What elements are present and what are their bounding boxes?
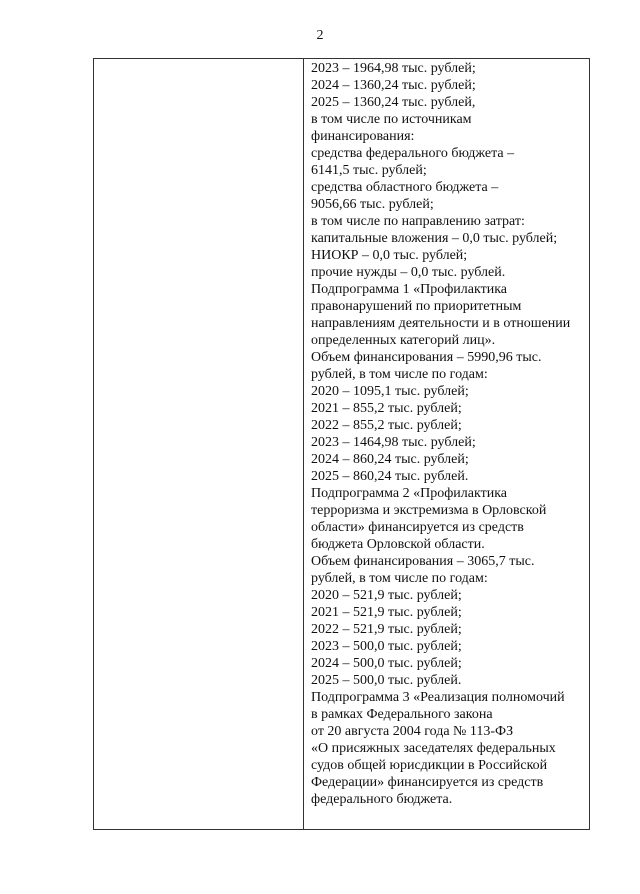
- text-line: 2024 – 1360,24 тыс. рублей;: [311, 78, 476, 93]
- text-line: бюджета Орловской области.: [311, 537, 485, 552]
- text-line: от 20 августа 2004 года № 113-ФЗ: [311, 724, 514, 739]
- text-line: 2023 – 500,0 тыс. рублей;: [311, 639, 462, 654]
- text-line: средства федерального бюджета –: [311, 146, 515, 161]
- text-line: Подпрограмма 3 «Реализация полномочий: [311, 690, 565, 705]
- text-line: 2020 – 1095,1 тыс. рублей;: [311, 384, 469, 399]
- text-line: 2023 – 1464,98 тыс. рублей;: [311, 435, 476, 450]
- text-line: правонарушений по приоритетным: [311, 299, 522, 314]
- text-line: Объем финансирования – 5990,96 тыс.: [311, 350, 542, 365]
- text-line: 2020 – 521,9 тыс. рублей;: [311, 588, 462, 603]
- text-line: в том числе по источникам: [311, 112, 472, 127]
- text-line: 2025 – 860,24 тыс. рублей.: [311, 469, 469, 484]
- text-line: в рамках Федерального закона: [311, 707, 493, 722]
- text-line: НИОКР – 0,0 тыс. рублей;: [311, 248, 468, 263]
- table-right-cell: [304, 59, 590, 829]
- text-line: Подпрограмма 1 «Профилактика: [311, 282, 508, 297]
- text-line: 2022 – 521,9 тыс. рублей;: [311, 622, 462, 637]
- text-line: 2022 – 855,2 тыс. рублей;: [311, 418, 462, 433]
- text-line: 9056,66 тыс. рублей;: [311, 197, 434, 212]
- text-line: «О присяжных заседателях федеральных: [311, 741, 556, 756]
- text-line: капитальные вложения – 0,0 тыс. рублей;: [311, 231, 558, 246]
- text-line: 2021 – 521,9 тыс. рублей;: [311, 605, 462, 620]
- text-line: судов общей юрисдикции в Российской: [311, 758, 548, 773]
- text-line: рублей, в том числе по годам:: [311, 367, 488, 382]
- text-line: рублей, в том числе по годам:: [311, 571, 488, 586]
- text-line: 2024 – 500,0 тыс. рублей;: [311, 656, 462, 671]
- text-line: области» финансируется из средств: [311, 520, 524, 535]
- text-line: 2023 – 1964,98 тыс. рублей;: [311, 61, 476, 76]
- text-line: 2025 – 1360,24 тыс. рублей,: [311, 95, 476, 110]
- text-line: в том числе по направлению затрат:: [311, 214, 525, 229]
- table-left-cell: [94, 59, 304, 829]
- text-line: Объем финансирования – 3065,7 тыс.: [311, 554, 535, 569]
- text-line: 6141,5 тыс. рублей;: [311, 163, 427, 178]
- text-line: направлениям деятельности и в отношении: [311, 316, 571, 331]
- text-line: средства областного бюджета –: [311, 180, 499, 195]
- text-line: 2024 – 860,24 тыс. рублей;: [311, 452, 469, 467]
- text-line: 2021 – 855,2 тыс. рублей;: [311, 401, 462, 416]
- text-line: Подпрограмма 2 «Профилактика: [311, 486, 508, 501]
- text-line: определенных категорий лиц».: [311, 333, 496, 348]
- page-number: 2: [316, 28, 324, 43]
- text-line: прочие нужды – 0,0 тыс. рублей.: [311, 265, 506, 280]
- text-line: федерального бюджета.: [311, 792, 453, 807]
- text-line: терроризма и экстремизма в Орловской: [311, 503, 547, 518]
- text-line: 2025 – 500,0 тыс. рублей.: [311, 673, 462, 688]
- financing-table: [93, 58, 590, 830]
- text-line: Федерации» финансируется из средств: [311, 775, 544, 790]
- text-line: финансирования:: [311, 129, 415, 144]
